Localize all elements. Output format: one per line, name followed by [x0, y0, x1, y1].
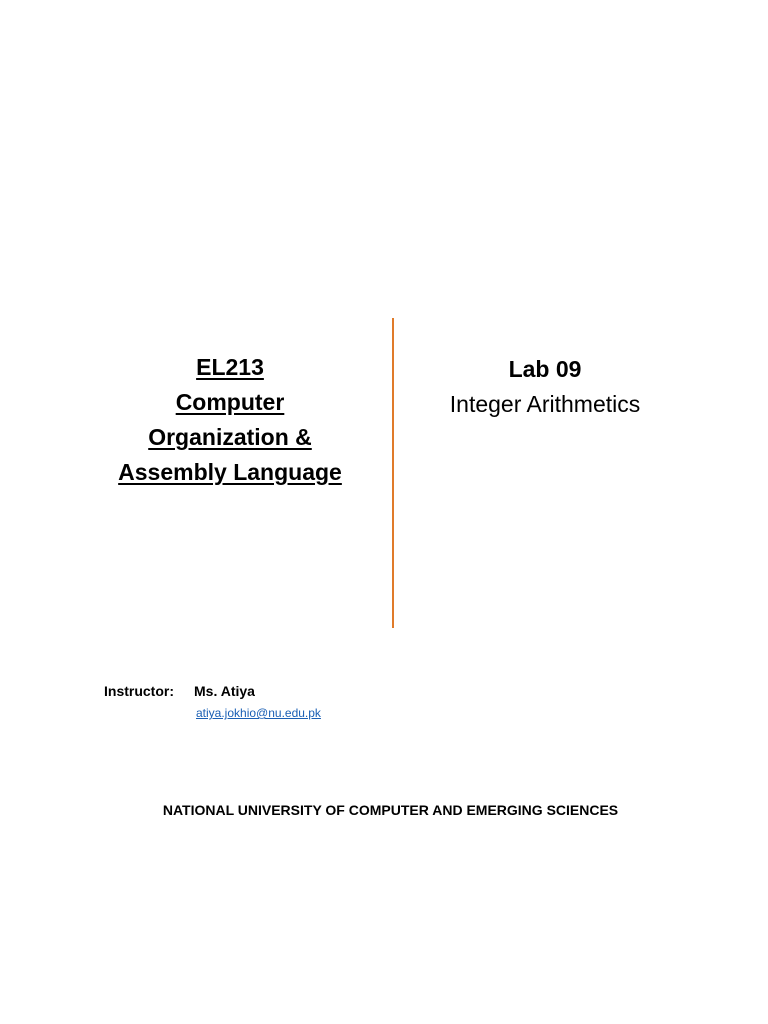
lab-title-block — [420, 352, 670, 422]
course-title-line-2: Organization & — [148, 424, 312, 450]
instructor-email-link[interactable]: atiya.jokhio@nu.edu.pk — [196, 706, 321, 720]
course-title-line-1: Computer — [175, 389, 285, 415]
course-title-line-3: Assembly Language — [118, 459, 342, 485]
university-name: NATIONAL UNIVERSITY OF COMPUTER AND EMERGING SCIENCES — [162, 802, 619, 818]
course-code: EL213 — [196, 354, 264, 380]
vertical-divider — [392, 318, 394, 628]
course-title-block — [100, 350, 360, 490]
lab-title: Integer Arithmetics — [449, 391, 641, 417]
instructor-label: Instructor: — [104, 683, 174, 699]
instructor-row — [104, 683, 255, 699]
instructor-name: Ms. Atiya — [194, 683, 255, 699]
lab-number: Lab 09 — [508, 356, 582, 382]
